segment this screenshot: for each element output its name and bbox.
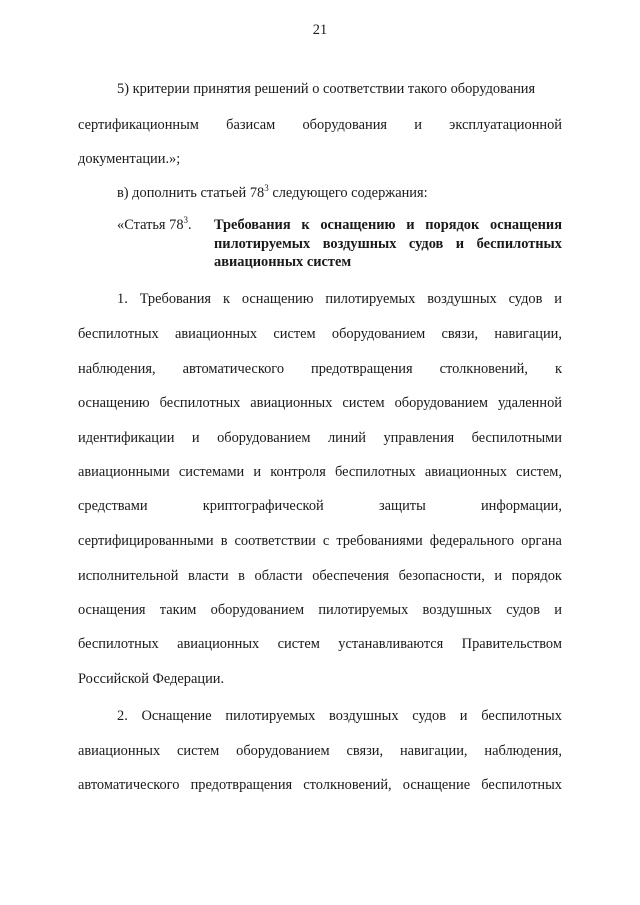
section1-line bbox=[78, 635, 562, 653]
word: Правительством bbox=[461, 636, 562, 652]
section1-last-line: Российской Федерации. bbox=[78, 671, 225, 687]
word: беспилотных bbox=[481, 708, 562, 724]
word: судов bbox=[412, 708, 447, 724]
word: оснащение bbox=[402, 777, 471, 793]
section2-line bbox=[78, 742, 562, 760]
word: пилотируемых bbox=[325, 291, 416, 307]
word: к bbox=[222, 291, 230, 307]
word: предотвращения bbox=[311, 361, 413, 377]
section2-line bbox=[78, 776, 562, 794]
word: наблюдения, bbox=[78, 361, 156, 377]
word: власти bbox=[187, 568, 229, 584]
word: оборудованием bbox=[217, 430, 311, 446]
section1-line bbox=[117, 290, 562, 308]
word: эксплуатационной bbox=[449, 117, 562, 133]
item5-line1: 5) критерии принятия решений о соответствии такого оборудования bbox=[117, 81, 536, 97]
word: беспилотных bbox=[159, 395, 241, 411]
word: связи, bbox=[346, 743, 384, 759]
word: авиационных bbox=[177, 636, 260, 652]
word: предотвращения bbox=[190, 777, 293, 793]
word: линий bbox=[327, 430, 366, 446]
word: и bbox=[494, 568, 503, 584]
word: оборудования bbox=[302, 117, 388, 133]
word: навигации, bbox=[494, 326, 562, 342]
article-label-before: «Статья 78 bbox=[117, 217, 184, 233]
word: удаленной bbox=[497, 395, 562, 411]
item5-line2 bbox=[78, 116, 562, 134]
word: и bbox=[253, 464, 262, 480]
word: 1. bbox=[117, 291, 128, 307]
word: автоматического bbox=[78, 777, 180, 793]
word: навигации, bbox=[399, 743, 468, 759]
word: и bbox=[191, 430, 200, 446]
item-v-before: в) дополнить статьей 78 bbox=[117, 185, 265, 201]
section1-line bbox=[78, 532, 562, 550]
item-v-after: следующего содержания: bbox=[268, 185, 428, 201]
article-label-after: . bbox=[188, 217, 192, 233]
word: пилотируемых bbox=[318, 602, 409, 618]
word: защиты bbox=[378, 498, 426, 514]
word: управления bbox=[383, 430, 455, 446]
word: беспилотными bbox=[471, 430, 562, 446]
section1-line bbox=[78, 601, 562, 619]
word: федерального bbox=[429, 533, 515, 549]
word: оборудованием bbox=[210, 602, 305, 618]
word: безопасности, bbox=[398, 568, 485, 584]
word: оснащения bbox=[78, 602, 146, 618]
word: оборудованием bbox=[236, 743, 330, 759]
word: базисам bbox=[226, 117, 276, 133]
word: систем bbox=[177, 743, 220, 759]
word: порядок bbox=[511, 568, 562, 584]
word: к bbox=[554, 361, 562, 377]
word: оснащению bbox=[78, 395, 150, 411]
word: устанавливаются bbox=[338, 636, 444, 652]
section1-line bbox=[78, 325, 562, 343]
word: воздушных bbox=[427, 291, 497, 307]
word: 2. bbox=[117, 708, 128, 724]
word: криптографической bbox=[202, 498, 324, 514]
word: оснащению bbox=[241, 291, 314, 307]
word: органа bbox=[521, 533, 562, 549]
word: оборудованием bbox=[394, 395, 489, 411]
word: области bbox=[254, 568, 303, 584]
word: и bbox=[554, 602, 562, 618]
word: беспилотных bbox=[481, 777, 562, 793]
word: с bbox=[322, 533, 330, 549]
word: в bbox=[220, 533, 228, 549]
word: в bbox=[238, 568, 245, 584]
word: беспилотных bbox=[78, 636, 159, 652]
section1-line bbox=[78, 429, 562, 447]
word: воздушных bbox=[422, 602, 492, 618]
word: связи, bbox=[441, 326, 479, 342]
word: беспилотных bbox=[78, 326, 159, 342]
word: требованиями bbox=[336, 533, 423, 549]
word: систем bbox=[277, 636, 320, 652]
word: сертификационным bbox=[78, 117, 199, 133]
section1-line bbox=[78, 497, 562, 515]
word: наблюдения, bbox=[484, 743, 562, 759]
section2-line bbox=[117, 707, 562, 725]
article-title: Требования к оснащению и порядок оснащения пилотируемых воздушных судов и беспилотных авиационных систем bbox=[214, 217, 562, 270]
word: авиационных bbox=[78, 743, 161, 759]
section1-line bbox=[78, 567, 562, 585]
section1-line bbox=[78, 360, 562, 378]
word: идентификации bbox=[78, 430, 175, 446]
word: авиационных bbox=[250, 395, 333, 411]
word: систем, bbox=[516, 464, 562, 480]
word: авиационных bbox=[174, 326, 258, 342]
word: воздушных bbox=[329, 708, 399, 724]
word: сертифицированными bbox=[78, 533, 214, 549]
word: систем bbox=[342, 395, 385, 411]
word: столкновений, bbox=[303, 777, 392, 793]
word: столкновений, bbox=[439, 361, 528, 377]
word: пилотируемых bbox=[225, 708, 316, 724]
word: авиационных bbox=[424, 464, 507, 480]
word: судов bbox=[508, 291, 543, 307]
word: авиационными bbox=[78, 464, 170, 480]
word: информации, bbox=[480, 498, 562, 514]
word: средствами bbox=[78, 498, 148, 514]
item-v-line bbox=[117, 184, 562, 202]
word: автоматического bbox=[182, 361, 285, 377]
word: оборудованием bbox=[331, 326, 426, 342]
word: и bbox=[554, 291, 562, 307]
word: системами bbox=[178, 464, 245, 480]
item5-line3: документации.»; bbox=[78, 151, 181, 167]
word: Требования bbox=[139, 291, 212, 307]
word: и bbox=[414, 117, 422, 133]
word: таким bbox=[159, 602, 197, 618]
article-label bbox=[117, 216, 192, 234]
word: контроля bbox=[270, 464, 326, 480]
word: Оснащение bbox=[141, 708, 212, 724]
section1-line bbox=[78, 463, 562, 481]
section1-line bbox=[78, 394, 562, 412]
item-v-sup: 3 bbox=[264, 183, 269, 194]
word: систем bbox=[273, 326, 316, 342]
article-label-sup: 3 bbox=[183, 215, 189, 226]
page-number: 21 bbox=[312, 22, 328, 38]
word: исполнительной bbox=[78, 568, 179, 584]
word: судов bbox=[506, 602, 541, 618]
word: обеспечения bbox=[312, 568, 390, 584]
word: беспилотных bbox=[335, 464, 416, 480]
word: соответствии bbox=[234, 533, 316, 549]
word: и bbox=[459, 708, 468, 724]
